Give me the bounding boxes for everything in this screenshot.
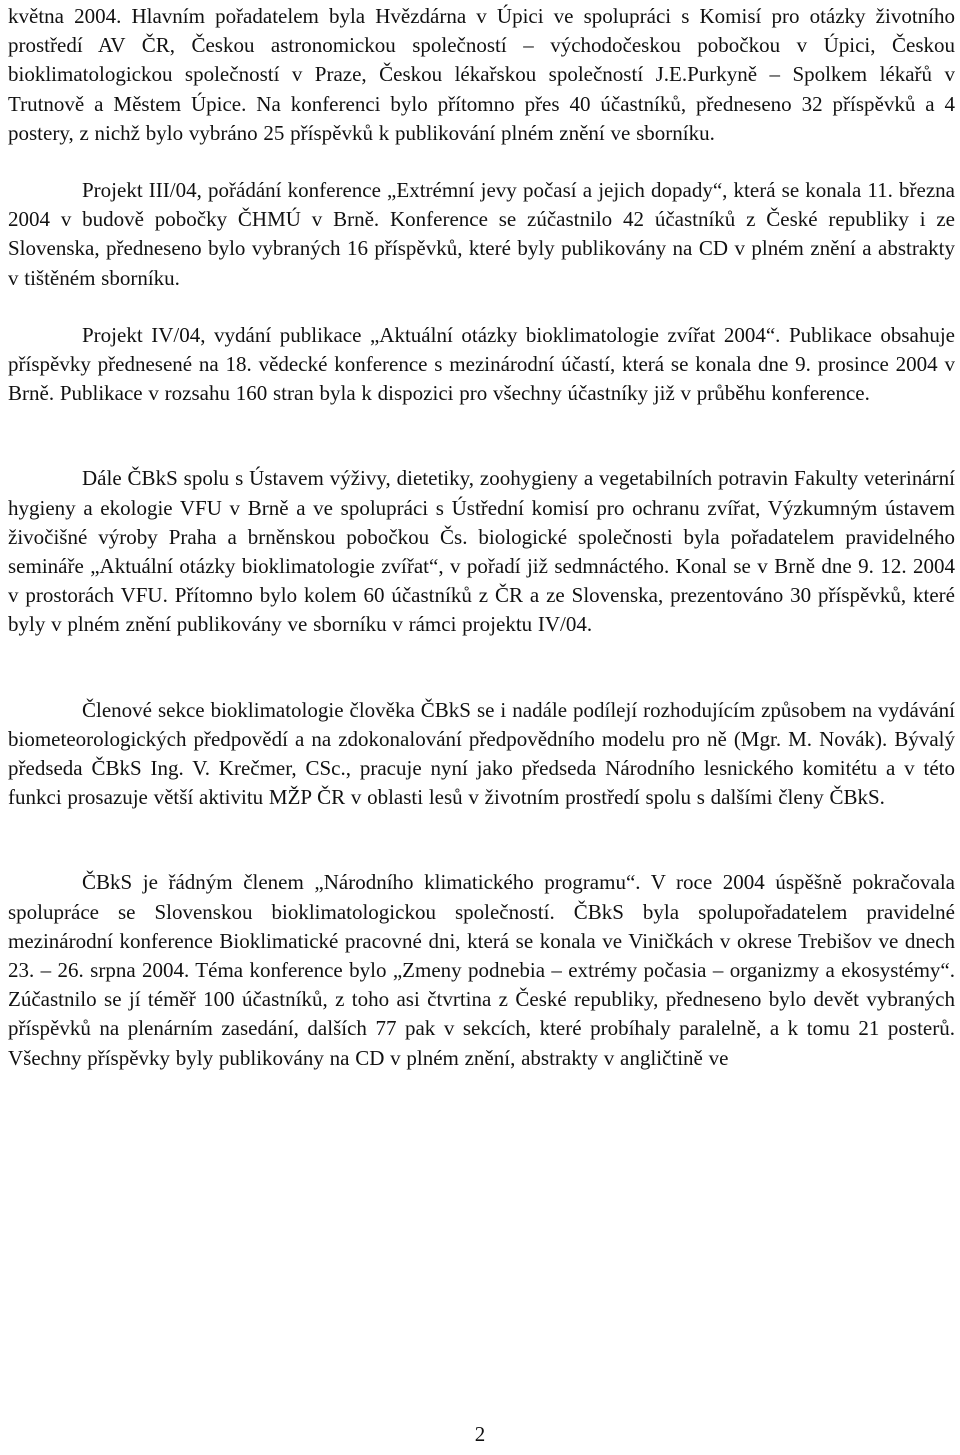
document-page bbox=[8, 2, 955, 1073]
paragraph-conference-upice: května 2004. Hlavním pořadatelem byla Hvězdárna v Úpici ve spolupráci s Komisí pro otázky životního prostředí AV ČR, Českou astronomickou společností – východočeskou pobočkou v Úpici, Českou bioklimatologickou společností v Praze, Českou lékařskou společností J.E.Purkyně – Spolkem lékařů v Trutnově a Městem Úpice. Na konferenci bylo přítomno přes 40 účastníků, předneseno 32 příspěvků a 4 postery, z nichž bylo vybráno 25 příspěvků k publikování plném znění ve sborníku. bbox=[8, 4, 955, 145]
paragraph-seminar-animal-bioclimatology: Dále ČBkS spolu s Ústavem výživy, dietetiky, zoohygieny a vegetabilních potravin Fakulty veterinární hygieny a ekologie VFU v Brně a ve spolupráci s Ústřední komisí pro ochranu zvířat, Výzkumným ústavem živočišné výroby Praha a brněnskou pobočkou Čs. biologické společnosti byla pořadatelem pravidelného semináře „Aktuální otázky bioklimatologie zvířat“, v pořadí již sedmnáctého. Konal se v Brně dne 9. 12. 2004 v prostorách VFU. Přítomno bylo kolem 60 účastníků z ČR a ze Slovenska, prezentováno 30 příspěvků, které byly v plném znění publikovány ve sborníku v rámci projektu IV/04. bbox=[8, 466, 955, 637]
paragraph-project-iv-04: Projekt IV/04, vydání publikace „Aktuální otázky bioklimatologie zvířat 2004“. Publikace obsahuje příspěvky přednesené na 18. vědecké konference s mezinárodní účastí, která se konala dne 9. prosince 2004 v Brně. Publikace v rozsahu 160 stran byla k dispozici pro všechny účastníky již v průběhu konference. bbox=[8, 322, 955, 406]
page-number: 2 bbox=[474, 1422, 486, 1446]
paragraph-national-climate-programme: ČBkS je řádným členem „Národního klimatického programu“. V roce 2004 úspěšně pokračovala spolupráce se Slovenskou bioklimatologickou společností. ČBkS byla spolupořadatelem pravidelné mezinárodní konference Bioklimatické pracovné dni, která se konala ve Viničkách v okrese Trebišov ve dnech 23. – 26. srpna 2004. Téma konference bylo „Zmeny podnebia – extrémy počasia – organizmy a ekosystémy“. Zúčastnilo se jí téměř 100 účastníků, z toho asi čtvrtina z České republiky, předneseno bylo devět vybraných příspěvků na plenárním zasedání, dalších 77 pak v sekcích, které probíhaly paralelně, a k tomu 21 posterů. Všechny příspěvky byly publikovány na CD v plném znění, abstrakty v angličtině ve bbox=[8, 870, 955, 1070]
paragraph-human-bioclimatology-section: Členové sekce bioklimatologie člověka ČBkS se i nadále podílejí rozhodujícím způsobem na vydávání biometeorologických předpovědí a na zdokonalování předpovědního modelu pro ně (Mgr. M. Novák). Bývalý předseda ČBkS Ing. V. Krečmer, CSc., pracuje nyní jako předseda Národního lesnického komitétu a v této funkci prosazuje větší aktivitu MŽP ČR v oblasti lesů v životním prostředí spolu s dalšími členy ČBkS. bbox=[8, 697, 955, 810]
paragraph-project-iii-04: Projekt III/04, pořádání konference „Extrémní jevy počasí a jejich dopady“, která se konala 11. března 2004 v budově pobočky ČHMÚ v Brně. Konference se zúčastnilo 42 účastníků z České republiky i ze Slovenska, předneseno bylo vybraných 16 příspěvků, které byly publikovány na CD v plném znění a abstrakty v tištěném sborníku. bbox=[8, 178, 955, 290]
